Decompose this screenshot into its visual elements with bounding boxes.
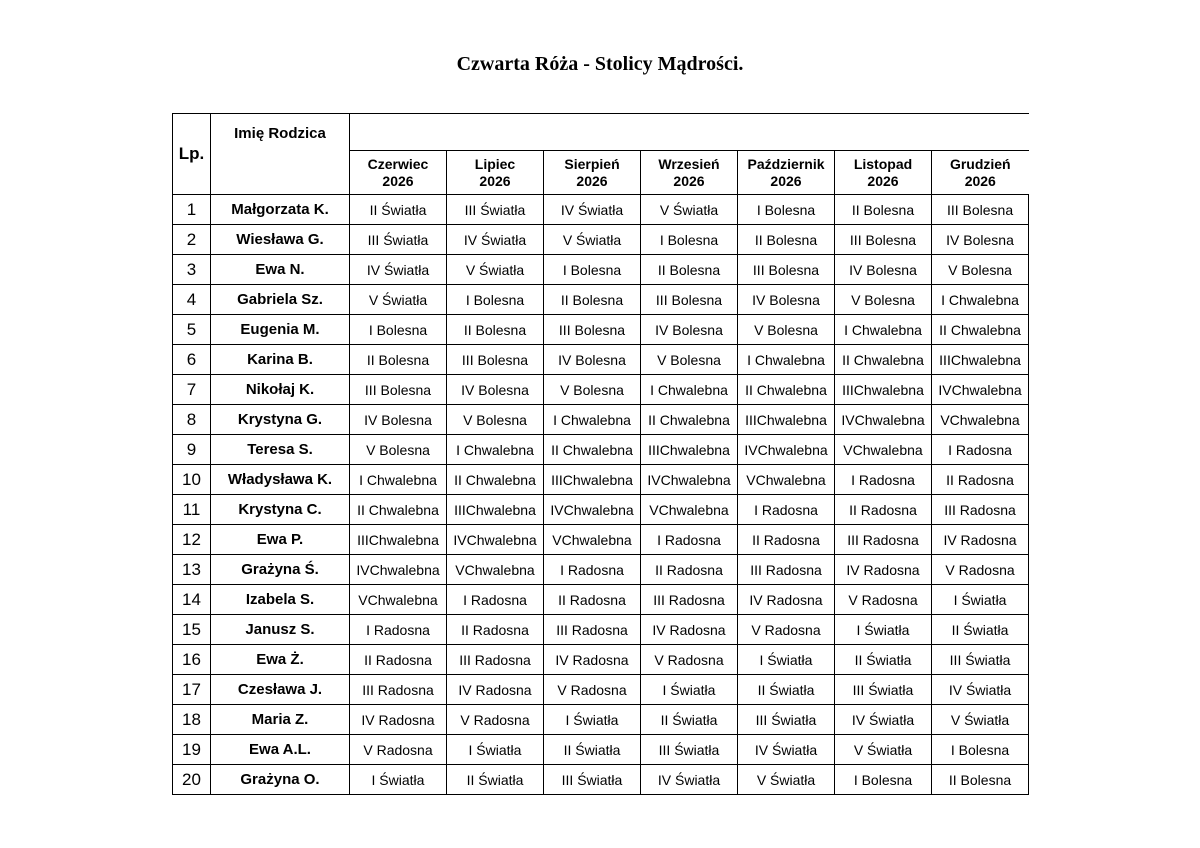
parent-name: Czesława J. (211, 675, 350, 705)
row-number: 16 (173, 645, 211, 675)
mystery-cell: IVChwalebna (932, 375, 1029, 405)
mystery-cell: I Chwalebna (544, 405, 641, 435)
table-row (173, 375, 1029, 405)
mystery-cell: I Radosna (738, 495, 835, 525)
mystery-cell: II Chwalebna (932, 315, 1029, 345)
mystery-cell: I Radosna (932, 435, 1029, 465)
row-number: 5 (173, 315, 211, 345)
mystery-cell: IV Radosna (447, 675, 544, 705)
row-number: 14 (173, 585, 211, 615)
mystery-cell: IVChwalebna (835, 405, 932, 435)
table-row (173, 735, 1029, 765)
mystery-cell: V Bolesna (350, 435, 447, 465)
parent-name: Krystyna G. (211, 405, 350, 435)
month-year: 2026 (867, 172, 899, 189)
parent-name: Grażyna O. (211, 765, 350, 795)
mystery-cell: IIIChwalebna (641, 435, 738, 465)
mystery-cell: V Światła (641, 195, 738, 225)
mystery-cell: IIIChwalebna (544, 465, 641, 495)
mystery-cell: V Bolesna (447, 405, 544, 435)
table-row (173, 435, 1029, 465)
mystery-cell: II Światła (544, 735, 641, 765)
row-number: 7 (173, 375, 211, 405)
column-header-month (544, 151, 641, 195)
parent-name: Gabriela Sz. (211, 285, 350, 315)
parent-name: Ewa A.L. (211, 735, 350, 765)
mystery-cell: II Bolesna (350, 345, 447, 375)
mystery-cell: IIIChwalebna (738, 405, 835, 435)
mystery-cell: II Bolesna (932, 765, 1029, 795)
mystery-cell: IV Światła (350, 255, 447, 285)
mystery-cell: I Radosna (544, 555, 641, 585)
mystery-cell: III Radosna (544, 615, 641, 645)
parent-name: Ewa P. (211, 525, 350, 555)
row-number: 6 (173, 345, 211, 375)
mystery-cell: I Światła (544, 705, 641, 735)
page-title: Czwarta Róża - Stolicy Mądrości. (456, 53, 744, 75)
column-header-month (738, 151, 835, 195)
mystery-cell: IVChwalebna (350, 555, 447, 585)
table-row (173, 705, 1029, 735)
mystery-cell: I Bolesna (544, 255, 641, 285)
mystery-cell: IV Bolesna (544, 345, 641, 375)
mystery-cell: III Światła (835, 675, 932, 705)
mystery-cell: II Chwalebna (544, 435, 641, 465)
row-number: 2 (173, 225, 211, 255)
mystery-cell: I Bolesna (738, 195, 835, 225)
header-blank-band (350, 114, 1029, 151)
mystery-cell: IV Bolesna (641, 315, 738, 345)
parent-name: Maria Z. (211, 705, 350, 735)
month-name: Wrzesień (658, 155, 720, 172)
table-row (173, 195, 1029, 225)
mystery-cell: III Światła (641, 735, 738, 765)
row-number: 8 (173, 405, 211, 435)
mystery-cell: I Bolesna (447, 285, 544, 315)
table-row (173, 315, 1029, 345)
mystery-cell: I Światła (641, 675, 738, 705)
mystery-cell: II Chwalebna (641, 405, 738, 435)
mystery-cell: III Bolesna (447, 345, 544, 375)
mystery-cell: IV Światła (447, 225, 544, 255)
mystery-cell: V Światła (738, 765, 835, 795)
mystery-cell: I Radosna (447, 585, 544, 615)
mystery-cell: V Bolesna (738, 315, 835, 345)
mystery-cell: II Światła (738, 675, 835, 705)
mystery-cell: IIIChwalebna (350, 525, 447, 555)
table-row (173, 585, 1029, 615)
month-name: Listopad (853, 155, 913, 172)
table-row (173, 765, 1029, 795)
month-year: 2026 (964, 172, 996, 189)
mystery-cell: III Bolesna (738, 255, 835, 285)
parent-name: Małgorzata K. (211, 195, 350, 225)
table-row (173, 255, 1029, 285)
month-year: 2026 (673, 172, 705, 189)
mystery-cell: IVChwalebna (447, 525, 544, 555)
month-name: Październik (747, 155, 825, 172)
mystery-cell: III Bolesna (641, 285, 738, 315)
mystery-cell: VChwalebna (350, 585, 447, 615)
mystery-cell: VChwalebna (641, 495, 738, 525)
mystery-cell: I Bolesna (641, 225, 738, 255)
month-name: Grudzień (949, 155, 1011, 172)
mystery-cell: I Światła (738, 645, 835, 675)
mystery-cell: III Światła (738, 705, 835, 735)
mystery-cell: III Radosna (350, 675, 447, 705)
parent-name: Janusz S. (211, 615, 350, 645)
table-row (173, 405, 1029, 435)
mystery-cell: IV Radosna (641, 615, 738, 645)
mystery-cell: I Bolesna (835, 765, 932, 795)
mystery-cell: III Radosna (932, 495, 1029, 525)
mystery-cell: I Bolesna (932, 735, 1029, 765)
mystery-cell: IV Światła (641, 765, 738, 795)
table-row (173, 525, 1029, 555)
mystery-cell: I Światła (447, 735, 544, 765)
mystery-cell: IV Radosna (835, 555, 932, 585)
mystery-cell: III Bolesna (544, 315, 641, 345)
mystery-cell: III Radosna (835, 525, 932, 555)
table-body (173, 195, 1029, 795)
mystery-cell: V Radosna (738, 615, 835, 645)
column-header-month (447, 151, 544, 195)
table-row (173, 495, 1029, 525)
mystery-cell: II Bolesna (835, 195, 932, 225)
mystery-cell: IV Bolesna (350, 405, 447, 435)
mystery-cell: IVChwalebna (544, 495, 641, 525)
mystery-cell: V Radosna (350, 735, 447, 765)
mystery-cell: I Chwalebna (447, 435, 544, 465)
mystery-cell: V Radosna (641, 645, 738, 675)
mystery-cell: I Światła (835, 615, 932, 645)
parent-name: Izabela S. (211, 585, 350, 615)
row-number: 1 (173, 195, 211, 225)
mystery-cell: V Światła (447, 255, 544, 285)
mystery-cell: IV Bolesna (932, 225, 1029, 255)
mystery-cell: IV Radosna (544, 645, 641, 675)
column-header-name: Imię Rodzica (211, 114, 350, 195)
row-number: 19 (173, 735, 211, 765)
mystery-cell: II Bolesna (447, 315, 544, 345)
mystery-cell: III Bolesna (350, 375, 447, 405)
mystery-cell: V Bolesna (544, 375, 641, 405)
mystery-cell: II Światła (641, 705, 738, 735)
column-header-month (835, 151, 932, 195)
mystery-cell: IV Radosna (738, 585, 835, 615)
month-year: 2026 (576, 172, 608, 189)
mystery-cell: I Bolesna (350, 315, 447, 345)
table-row (173, 225, 1029, 255)
mystery-cell: II Chwalebna (738, 375, 835, 405)
mystery-cell: II Radosna (738, 525, 835, 555)
table-row (173, 645, 1029, 675)
parent-name: Wiesława G. (211, 225, 350, 255)
mystery-cell: IVChwalebna (738, 435, 835, 465)
mystery-cell: II Chwalebna (350, 495, 447, 525)
table-row (173, 465, 1029, 495)
table-row (173, 555, 1029, 585)
month-name: Sierpień (564, 155, 620, 172)
parent-name: Ewa N. (211, 255, 350, 285)
row-number: 17 (173, 675, 211, 705)
mystery-cell: I Światła (350, 765, 447, 795)
mystery-cell: III Światła (932, 645, 1029, 675)
mystery-cell: VChwalebna (932, 405, 1029, 435)
mystery-cell: VChwalebna (738, 465, 835, 495)
row-number: 20 (173, 765, 211, 795)
month-name: Czerwiec (367, 155, 429, 172)
mystery-cell: II Chwalebna (447, 465, 544, 495)
parent-name: Władysława K. (211, 465, 350, 495)
mystery-cell: III Światła (544, 765, 641, 795)
table-row (173, 345, 1029, 375)
mystery-cell: VChwalebna (544, 525, 641, 555)
mystery-cell: IIIChwalebna (835, 375, 932, 405)
mystery-cell: IV Światła (544, 195, 641, 225)
mystery-cell: IV Światła (932, 675, 1029, 705)
mystery-cell: III Radosna (641, 585, 738, 615)
mystery-cell: IV Światła (738, 735, 835, 765)
mystery-cell: III Radosna (447, 645, 544, 675)
table-row (173, 285, 1029, 315)
mystery-cell: V Światła (544, 225, 641, 255)
row-number: 4 (173, 285, 211, 315)
mystery-cell: III Bolesna (835, 225, 932, 255)
parent-name: Nikołaj K. (211, 375, 350, 405)
mystery-cell: II Światła (447, 765, 544, 795)
column-header-month (932, 151, 1029, 195)
mystery-cell: V Światła (932, 705, 1029, 735)
mystery-cell: I Chwalebna (738, 345, 835, 375)
row-number: 18 (173, 705, 211, 735)
mystery-cell: II Bolesna (738, 225, 835, 255)
parent-name: Krystyna C. (211, 495, 350, 525)
month-year: 2026 (382, 172, 414, 189)
row-number: 9 (173, 435, 211, 465)
mystery-cell: IV Bolesna (738, 285, 835, 315)
parent-name: Teresa S. (211, 435, 350, 465)
mystery-cell: IV Radosna (932, 525, 1029, 555)
mystery-cell: II Radosna (932, 465, 1029, 495)
table-row (173, 615, 1029, 645)
mystery-cell: III Bolesna (932, 195, 1029, 225)
mystery-cell: I Chwalebna (350, 465, 447, 495)
parent-name: Grażyna Ś. (211, 555, 350, 585)
mystery-cell: II Radosna (835, 495, 932, 525)
table-row (173, 675, 1029, 705)
mystery-cell: II Światła (350, 195, 447, 225)
row-number: 13 (173, 555, 211, 585)
mystery-cell: IV Światła (835, 705, 932, 735)
month-year: 2026 (479, 172, 511, 189)
mystery-cell: II Radosna (641, 555, 738, 585)
row-number: 15 (173, 615, 211, 645)
mystery-cell: IV Radosna (350, 705, 447, 735)
column-header-month (641, 151, 738, 195)
mystery-cell: II Radosna (447, 615, 544, 645)
mystery-cell: I Chwalebna (835, 315, 932, 345)
parent-name: Karina B. (211, 345, 350, 375)
mystery-cell: IV Bolesna (447, 375, 544, 405)
rosary-schedule-table (172, 113, 1029, 795)
row-number: 11 (173, 495, 211, 525)
row-number: 10 (173, 465, 211, 495)
header-row-top (173, 114, 1029, 151)
month-name: Lipiec (474, 155, 516, 172)
mystery-cell: V Światła (835, 735, 932, 765)
mystery-cell: II Bolesna (544, 285, 641, 315)
mystery-cell: I Światła (932, 585, 1029, 615)
column-header-lp: Lp. (173, 114, 211, 195)
mystery-cell: I Chwalebna (932, 285, 1029, 315)
parent-name: Ewa Ż. (211, 645, 350, 675)
mystery-cell: II Radosna (350, 645, 447, 675)
mystery-cell: III Światła (447, 195, 544, 225)
mystery-cell: V Światła (350, 285, 447, 315)
mystery-cell: V Radosna (544, 675, 641, 705)
mystery-cell: IIIChwalebna (447, 495, 544, 525)
mystery-cell: III Światła (350, 225, 447, 255)
mystery-cell: I Radosna (641, 525, 738, 555)
month-year: 2026 (770, 172, 802, 189)
mystery-cell: II Światła (932, 615, 1029, 645)
row-number: 3 (173, 255, 211, 285)
mystery-cell: IV Bolesna (835, 255, 932, 285)
mystery-cell: V Radosna (835, 585, 932, 615)
mystery-cell: II Chwalebna (835, 345, 932, 375)
mystery-cell: I Radosna (835, 465, 932, 495)
mystery-cell: II Radosna (544, 585, 641, 615)
mystery-cell: I Radosna (350, 615, 447, 645)
mystery-cell: V Bolesna (835, 285, 932, 315)
mystery-cell: III Radosna (738, 555, 835, 585)
parent-name: Eugenia M. (211, 315, 350, 345)
mystery-cell: VChwalebna (835, 435, 932, 465)
mystery-cell: V Bolesna (641, 345, 738, 375)
mystery-cell: V Radosna (447, 705, 544, 735)
mystery-cell: II Bolesna (641, 255, 738, 285)
mystery-cell: VChwalebna (447, 555, 544, 585)
row-number: 12 (173, 525, 211, 555)
mystery-cell: I Chwalebna (641, 375, 738, 405)
mystery-cell: V Bolesna (932, 255, 1029, 285)
mystery-cell: V Radosna (932, 555, 1029, 585)
mystery-cell: IIIChwalebna (932, 345, 1029, 375)
mystery-cell: IVChwalebna (641, 465, 738, 495)
column-header-month (350, 151, 447, 195)
mystery-cell: II Światła (835, 645, 932, 675)
